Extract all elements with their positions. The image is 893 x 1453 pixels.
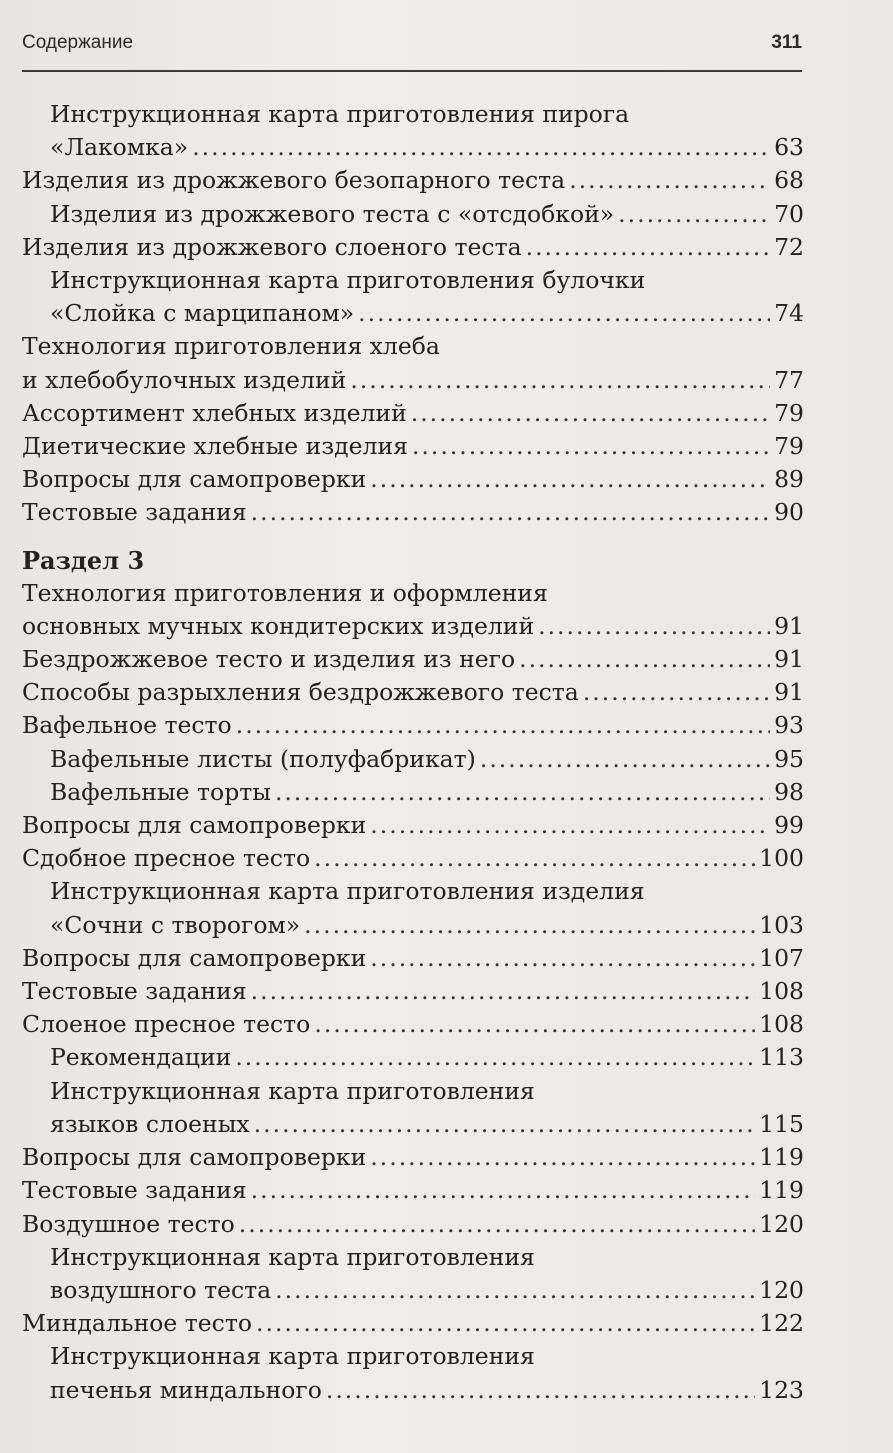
toc-entry-title: языков слоеных <box>50 1109 250 1138</box>
toc-entry-page-number: 70 <box>774 199 804 228</box>
dot-leader <box>236 709 770 742</box>
dot-leader <box>583 676 770 709</box>
toc-entry-page-number: 119 <box>759 1176 804 1205</box>
dot-leader <box>314 842 755 875</box>
toc-entry-line <box>50 1108 804 1141</box>
toc-entry-line <box>50 264 804 297</box>
dot-leader <box>538 610 770 643</box>
toc-entry-line <box>22 577 804 610</box>
toc-entry-line <box>50 198 804 231</box>
toc-entry <box>22 1241 804 1307</box>
toc-entry <box>22 676 804 709</box>
toc-entry <box>22 430 804 463</box>
toc-entry-title: Технология приготовления хлеба <box>22 332 440 361</box>
toc-entry-line <box>22 842 804 875</box>
toc-entry-title: и хлебобулочных изделий <box>22 365 347 394</box>
toc-entry-title: Инструкционная карта приготовления <box>50 1076 535 1105</box>
toc-entry-line <box>22 975 804 1008</box>
toc-list <box>22 577 804 1407</box>
toc-list <box>22 98 804 530</box>
dot-leader <box>251 1174 755 1207</box>
toc-entry-line <box>22 809 804 842</box>
toc-entry-title: Диетические хлебные изделия <box>22 432 408 461</box>
toc-entry-page-number: 122 <box>759 1309 804 1338</box>
toc-entry-title: Тестовые задания <box>22 977 247 1006</box>
toc-entry-title: Изделия из дрожжевого слоеного теста <box>22 232 522 261</box>
toc-entry-page-number: 74 <box>774 299 804 328</box>
toc-entry-page-number: 72 <box>774 232 804 261</box>
toc-entry-line <box>22 496 804 529</box>
toc-entry-line <box>50 743 804 776</box>
toc-entry <box>22 1008 804 1041</box>
toc-entry-line <box>22 1008 804 1041</box>
toc-entry-line <box>22 610 804 643</box>
toc-entry-title: Инструкционная карта приготовления пирога <box>50 100 630 128</box>
toc-entry-title: «Лакомка» <box>50 133 189 162</box>
toc-entry-line <box>50 1374 804 1407</box>
toc-entry-line <box>22 1174 804 1207</box>
toc-entry-line <box>22 1141 804 1174</box>
dot-leader <box>304 909 755 942</box>
toc-entry-page-number: 79 <box>774 398 804 427</box>
dot-leader <box>526 231 770 264</box>
toc-entry-title: Тестовые задания <box>22 1176 247 1205</box>
toc-entry-line <box>22 231 804 264</box>
dot-leader <box>370 463 770 496</box>
dot-leader <box>254 1108 755 1141</box>
toc-entry-title: Тестовые задания <box>22 498 247 527</box>
toc-entry-title: Способы разрыхления бездрожжевого теста <box>22 678 579 707</box>
toc-entry-page-number: 91 <box>774 678 804 707</box>
dot-leader <box>412 430 770 463</box>
dot-leader <box>480 743 770 776</box>
toc-entry-line <box>50 297 804 330</box>
toc-entry <box>22 842 804 875</box>
toc-entry-title: основных мучных кондитерских изделий <box>22 611 535 640</box>
dot-leader <box>519 643 770 676</box>
toc-entry-line <box>22 942 804 975</box>
toc-entry <box>22 397 804 430</box>
toc-entry <box>22 776 804 809</box>
toc-entry-page-number: 98 <box>774 777 804 806</box>
toc-entry-line <box>22 709 804 742</box>
toc-entry <box>22 1141 804 1174</box>
header-rule <box>22 70 802 72</box>
toc-entry-page-number: 115 <box>759 1109 804 1138</box>
section-heading: Раздел 3 <box>22 545 145 575</box>
toc-entry-line <box>22 364 804 397</box>
toc-entry-page-number: 107 <box>759 943 804 972</box>
toc-entry-title: Вафельное тесто <box>22 711 232 740</box>
toc-entry-line <box>50 875 804 908</box>
toc-entry-title: Инструкционная карта приготовления <box>50 1342 535 1371</box>
toc-entry <box>22 577 804 643</box>
dot-leader <box>370 1141 755 1174</box>
toc-entry <box>22 1174 804 1207</box>
toc-entry-line <box>22 430 804 463</box>
toc-entry-page-number: 77 <box>774 365 804 394</box>
toc-entry-page-number: 123 <box>759 1375 804 1404</box>
toc-entry-page-number: 108 <box>759 1010 804 1039</box>
toc-entry-line <box>22 463 804 496</box>
toc-entry <box>22 231 804 264</box>
toc-entry-page-number: 119 <box>759 1143 804 1172</box>
toc-entry-line <box>22 164 804 197</box>
toc-entry <box>22 875 804 941</box>
toc-entry <box>22 1208 804 1241</box>
toc-entry <box>22 496 804 529</box>
toc-entry-title: Изделия из дрожжевого теста с «отсдобкой» <box>50 199 615 228</box>
toc-entry-line <box>50 1041 804 1074</box>
toc-entry-title: Вафельные торты <box>50 777 271 806</box>
toc-entry <box>22 330 804 396</box>
toc-entry-title: Инструкционная карта приготовления <box>50 1242 535 1271</box>
dot-leader <box>239 1208 755 1241</box>
toc-entry-title: Вопросы для самопроверки <box>22 465 367 494</box>
toc-entry-page-number: 63 <box>774 133 804 162</box>
toc-entry-line <box>50 1340 804 1373</box>
dot-leader <box>275 1274 755 1307</box>
toc-entry-line <box>50 1274 804 1307</box>
toc-entry-title: Вопросы для самопроверки <box>22 1143 367 1172</box>
toc-entry-title: Технология приготовления и оформления <box>22 578 548 607</box>
dot-leader <box>358 297 770 330</box>
toc-entry-page-number: 68 <box>774 166 804 195</box>
toc-entry-page-number: 90 <box>774 498 804 527</box>
toc-entry-page-number: 93 <box>774 711 804 740</box>
toc-entry-page-number: 89 <box>774 465 804 494</box>
toc-entry-title: Вопросы для самопроверки <box>22 943 367 972</box>
toc-entry-title: Инструкционная карта приготовления изделия <box>50 877 645 906</box>
toc-entry-page-number: 108 <box>759 977 804 1006</box>
toc-entry <box>22 1041 804 1074</box>
toc-entry-line <box>22 1307 804 1340</box>
toc-entry-page-number: 95 <box>774 744 804 773</box>
toc-entry <box>22 1075 804 1141</box>
dot-leader <box>350 364 770 397</box>
running-head-page-number: 311 <box>771 32 802 53</box>
toc-entry-title: воздушного теста <box>50 1275 272 1304</box>
toc-entry-page-number: 91 <box>774 611 804 640</box>
toc-entry-title: Бездрожжевое тесто и изделия из него <box>22 645 516 674</box>
toc-entry <box>22 198 804 231</box>
running-head <box>22 32 802 60</box>
toc-entry-title: Ассортимент хлебных изделий <box>22 398 407 427</box>
toc-entry <box>22 1340 804 1406</box>
toc-entry-page-number: 113 <box>759 1043 804 1072</box>
toc-entry-title: Изделия из дрожжевого безопарного теста <box>22 166 566 195</box>
dot-leader <box>618 198 770 231</box>
toc-entry-title: Слоеное пресное тесто <box>22 1010 311 1039</box>
toc-entry-line <box>50 98 804 131</box>
toc-entry-page-number: 103 <box>759 910 804 939</box>
toc-entry-page-number: 120 <box>759 1209 804 1238</box>
toc-entry <box>22 463 804 496</box>
toc-entry-line <box>50 776 804 809</box>
dot-leader <box>370 809 770 842</box>
toc-entry-title: Воздушное тесто <box>22 1209 235 1238</box>
toc-entry-title: Вафельные листы (полуфабрикат) <box>50 744 476 773</box>
toc-entry <box>22 264 804 330</box>
toc-entry-line <box>50 909 804 942</box>
dot-leader <box>256 1307 755 1340</box>
toc-entry-title: печенья миндального <box>50 1375 322 1404</box>
toc-entry-page-number: 100 <box>759 844 804 873</box>
dot-leader <box>411 397 770 430</box>
toc-entry-line <box>22 643 804 676</box>
toc-entry-title: «Сочни с творогом» <box>50 910 301 939</box>
toc-entry <box>22 743 804 776</box>
toc-entry <box>22 164 804 197</box>
dot-leader <box>275 776 770 809</box>
dot-leader <box>192 131 770 164</box>
toc-entry-title: Миндальное тесто <box>22 1309 252 1338</box>
dot-leader <box>326 1374 755 1407</box>
toc-entry-title: Рекомендации <box>50 1043 232 1072</box>
dot-leader <box>370 942 755 975</box>
toc-entry-page-number: 99 <box>774 811 804 840</box>
toc-entry-page-number: 91 <box>774 645 804 674</box>
toc-entry-page-number: 120 <box>759 1275 804 1304</box>
running-head-title: Содержание <box>22 32 134 53</box>
toc-entry-title: Инструкционная карта приготовления булочки <box>50 266 646 295</box>
dot-leader <box>314 1008 755 1041</box>
toc-entry <box>22 809 804 842</box>
dot-leader <box>569 164 770 197</box>
toc-entry-line <box>22 1208 804 1241</box>
dot-leader <box>251 496 770 529</box>
toc-entry-line <box>50 131 804 164</box>
toc-entry-title: «Слойка с марципаном» <box>50 299 355 328</box>
table-of-contents <box>22 98 804 1407</box>
toc-entry-title: Вопросы для самопроверки <box>22 811 367 840</box>
toc-entry <box>22 1307 804 1340</box>
toc-entry <box>22 975 804 1008</box>
toc-entry-line <box>22 397 804 430</box>
dot-leader <box>235 1041 755 1074</box>
toc-entry-line <box>50 1241 804 1274</box>
toc-entry <box>22 942 804 975</box>
toc-entry-line <box>22 676 804 709</box>
toc-entry <box>22 643 804 676</box>
toc-entry-title: Сдобное пресное тесто <box>22 844 311 873</box>
toc-entry-line <box>50 1075 804 1108</box>
toc-entry-line <box>22 330 804 363</box>
toc-entry-page-number: 79 <box>774 432 804 461</box>
toc-entry <box>22 98 804 164</box>
toc-entry <box>22 709 804 742</box>
dot-leader <box>251 975 755 1008</box>
